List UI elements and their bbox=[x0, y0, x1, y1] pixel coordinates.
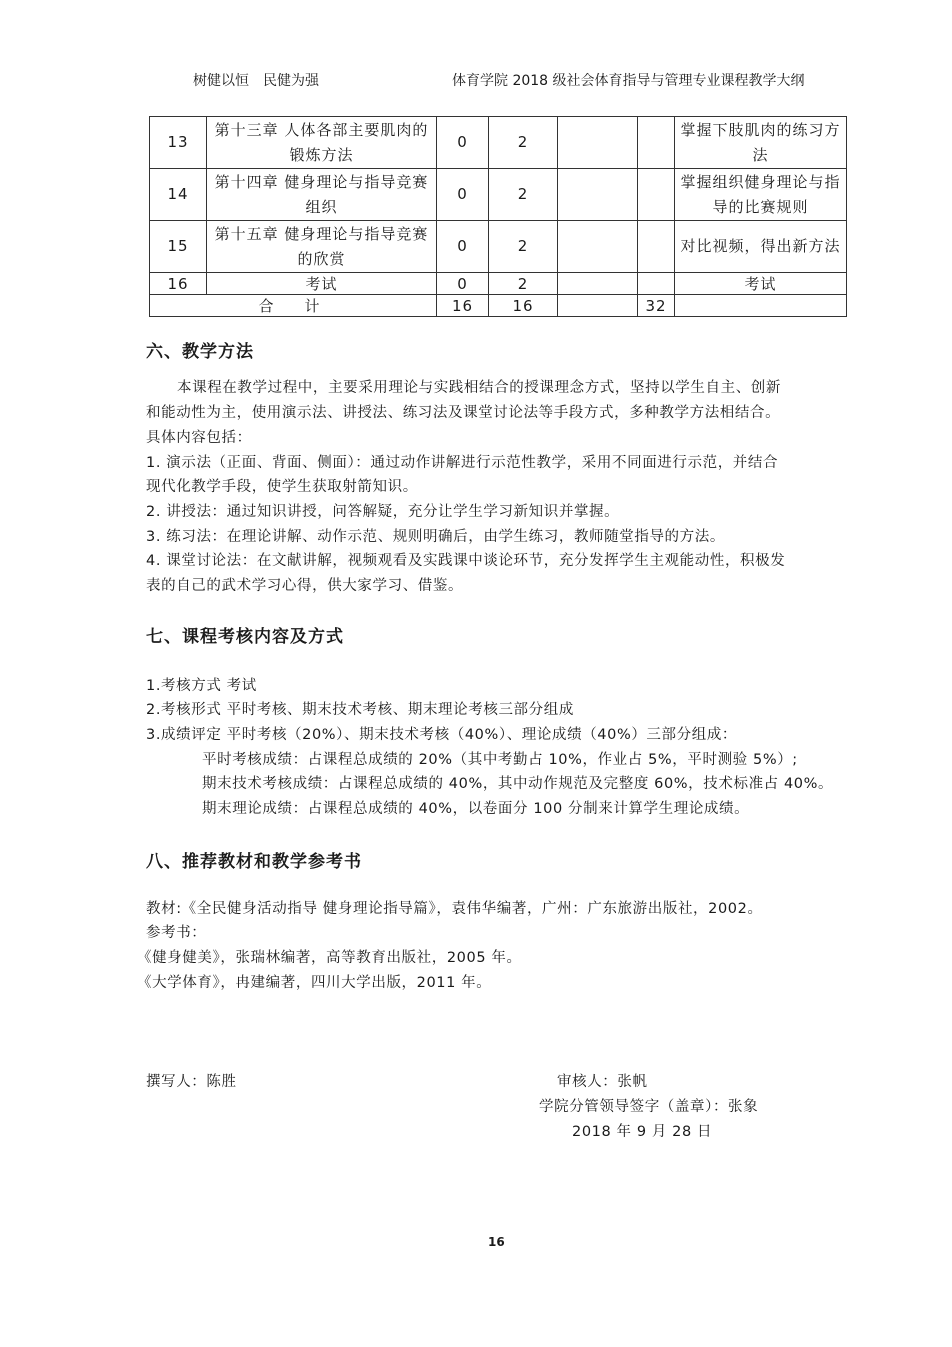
paragraph-line: 和能动性为主，使用演示法、讲授法、练习法及课堂讨论法等手段方式，多种教学方法相结合。 bbox=[146, 405, 781, 421]
header-motto: 树健以恒 民健为强 bbox=[193, 73, 319, 89]
table-row bbox=[150, 117, 847, 169]
table-total-row bbox=[150, 295, 847, 317]
table-row bbox=[150, 273, 847, 295]
section-7-title: 七、课程考核内容及方式 bbox=[146, 627, 344, 647]
cell-c3 bbox=[558, 295, 638, 317]
paragraph-line: 3.成绩评定 平时考核（20%）、期末技术考核（40%）、理论成绩（40%）三部分组成： bbox=[146, 727, 738, 743]
header-title: 体育学院 2018 级社会体育指导与管理专业课程教学大纲 bbox=[452, 73, 805, 89]
section-6-title: 六、教学方法 bbox=[146, 342, 254, 362]
cell-c3 bbox=[558, 221, 638, 273]
cell-c3 bbox=[558, 169, 638, 221]
cell-no: 15 bbox=[150, 221, 207, 273]
paragraph-line: 现代化教学手段，使学生获取射箭知识。 bbox=[146, 479, 418, 495]
table-row bbox=[150, 221, 847, 273]
paragraph-line: 表的自己的武术学习心得，供大家学习、借鉴。 bbox=[146, 578, 464, 594]
page-number: 16 bbox=[488, 1235, 505, 1249]
reviewer-signature: 审核人：张帆 bbox=[557, 1074, 648, 1090]
paragraph-line: 期末技术考核成绩：占课程总成绩的 40%，其中动作规范及完整度 60%，技术标准占 40%。 bbox=[202, 776, 834, 792]
paragraph-line: 2. 讲授法：通过知识讲授，问答解疑，充分让学生学习新知识并掌握。 bbox=[146, 504, 620, 520]
cell-c1: 0 bbox=[437, 221, 489, 273]
cell-c2: 16 bbox=[489, 295, 558, 317]
paragraph-line: 1.考核方式 考试 bbox=[146, 678, 257, 694]
cell-topic: 考试 bbox=[207, 273, 437, 295]
reference-book: 《大学体育》，冉建编著，四川大学出版，2011 年。 bbox=[137, 975, 492, 991]
cell-no: 13 bbox=[150, 117, 207, 169]
section-8-title: 八、推荐教材和教学参考书 bbox=[146, 852, 362, 872]
paragraph-line: 4. 课堂讨论法：在文献讲解，视频观看及实践课中谈论环节，充分发挥学生主观能动性，积极发 bbox=[146, 553, 786, 569]
cell-goal bbox=[675, 295, 847, 317]
cell-goal: 掌握下肢肌肉的练习方法 bbox=[675, 117, 847, 169]
cell-goal: 对比视频，得出新方法 bbox=[675, 221, 847, 273]
cell-c3 bbox=[558, 117, 638, 169]
paragraph-line: 1. 演示法（正面、背面、侧面）：通过动作讲解进行示范性教学，采用不同面进行示范，并结合 bbox=[146, 455, 779, 471]
paragraph-line: 2.考核形式 平时考核、期末技术考核、期末理论考核三部分组成 bbox=[146, 702, 574, 718]
cell-c1: 0 bbox=[437, 117, 489, 169]
cell-no: 16 bbox=[150, 273, 207, 295]
paragraph-line: 期末理论成绩：占课程总成绩的 40%，以卷面分 100 分制来计算学生理论成绩。 bbox=[202, 801, 750, 817]
cell-c4 bbox=[638, 273, 675, 295]
paragraph-line: 本课程在教学过程中，主要采用理论与实践相结合的授课理念方式，坚持以学生自主、创新 bbox=[177, 380, 781, 396]
cell-goal: 考试 bbox=[675, 273, 847, 295]
cell-c1: 0 bbox=[437, 169, 489, 221]
signature-date: 2018 年 9 月 28 日 bbox=[572, 1124, 713, 1140]
cell-c1: 16 bbox=[437, 295, 489, 317]
cell-topic: 第十五章 健身理论与指导竞赛的欣赏 bbox=[207, 221, 437, 273]
paragraph-line: 平时考核成绩：占课程总成绩的 20%（其中考勤占 10%，作业占 5%，平时测验 5%）; bbox=[202, 752, 798, 768]
cell-topic: 第十三章 人体各部主要肌肉的锻炼方法 bbox=[207, 117, 437, 169]
leader-signature: 学院分管领导签字（盖章）：张象 bbox=[539, 1099, 759, 1115]
table-row bbox=[150, 169, 847, 221]
cell-c4 bbox=[638, 221, 675, 273]
cell-c3 bbox=[558, 273, 638, 295]
cell-c4 bbox=[638, 117, 675, 169]
cell-goal: 掌握组织健身理论与指导的比赛规则 bbox=[675, 169, 847, 221]
cell-no: 14 bbox=[150, 169, 207, 221]
cell-c2: 2 bbox=[489, 221, 558, 273]
paragraph-line: 3. 练习法：在理论讲解、动作示范、规则明确后，由学生练习，教师随堂指导的方法。 bbox=[146, 529, 725, 545]
cell-c2: 2 bbox=[489, 117, 558, 169]
paragraph-line: 具体内容包括： bbox=[146, 430, 252, 446]
cell-c2: 2 bbox=[489, 169, 558, 221]
course-schedule-table bbox=[149, 116, 847, 317]
cell-c4: 32 bbox=[638, 295, 675, 317]
cell-topic: 第十四章 健身理论与指导竞赛组织 bbox=[207, 169, 437, 221]
cell-c2: 2 bbox=[489, 273, 558, 295]
author-signature: 撰写人：陈胜 bbox=[146, 1074, 237, 1090]
reference-label: 参考书： bbox=[146, 925, 207, 941]
cell-total-label: 合 计 bbox=[150, 295, 437, 317]
cell-c4 bbox=[638, 169, 675, 221]
cell-c1: 0 bbox=[437, 273, 489, 295]
reference-book: 《健身健美》，张瑞林编著，高等教育出版社，2005 年。 bbox=[137, 950, 522, 966]
textbook-line: 教材:《全民健身活动指导 健身理论指导篇》，袁伟华编著，广州：广东旅游出版社，2002。 bbox=[146, 901, 763, 917]
